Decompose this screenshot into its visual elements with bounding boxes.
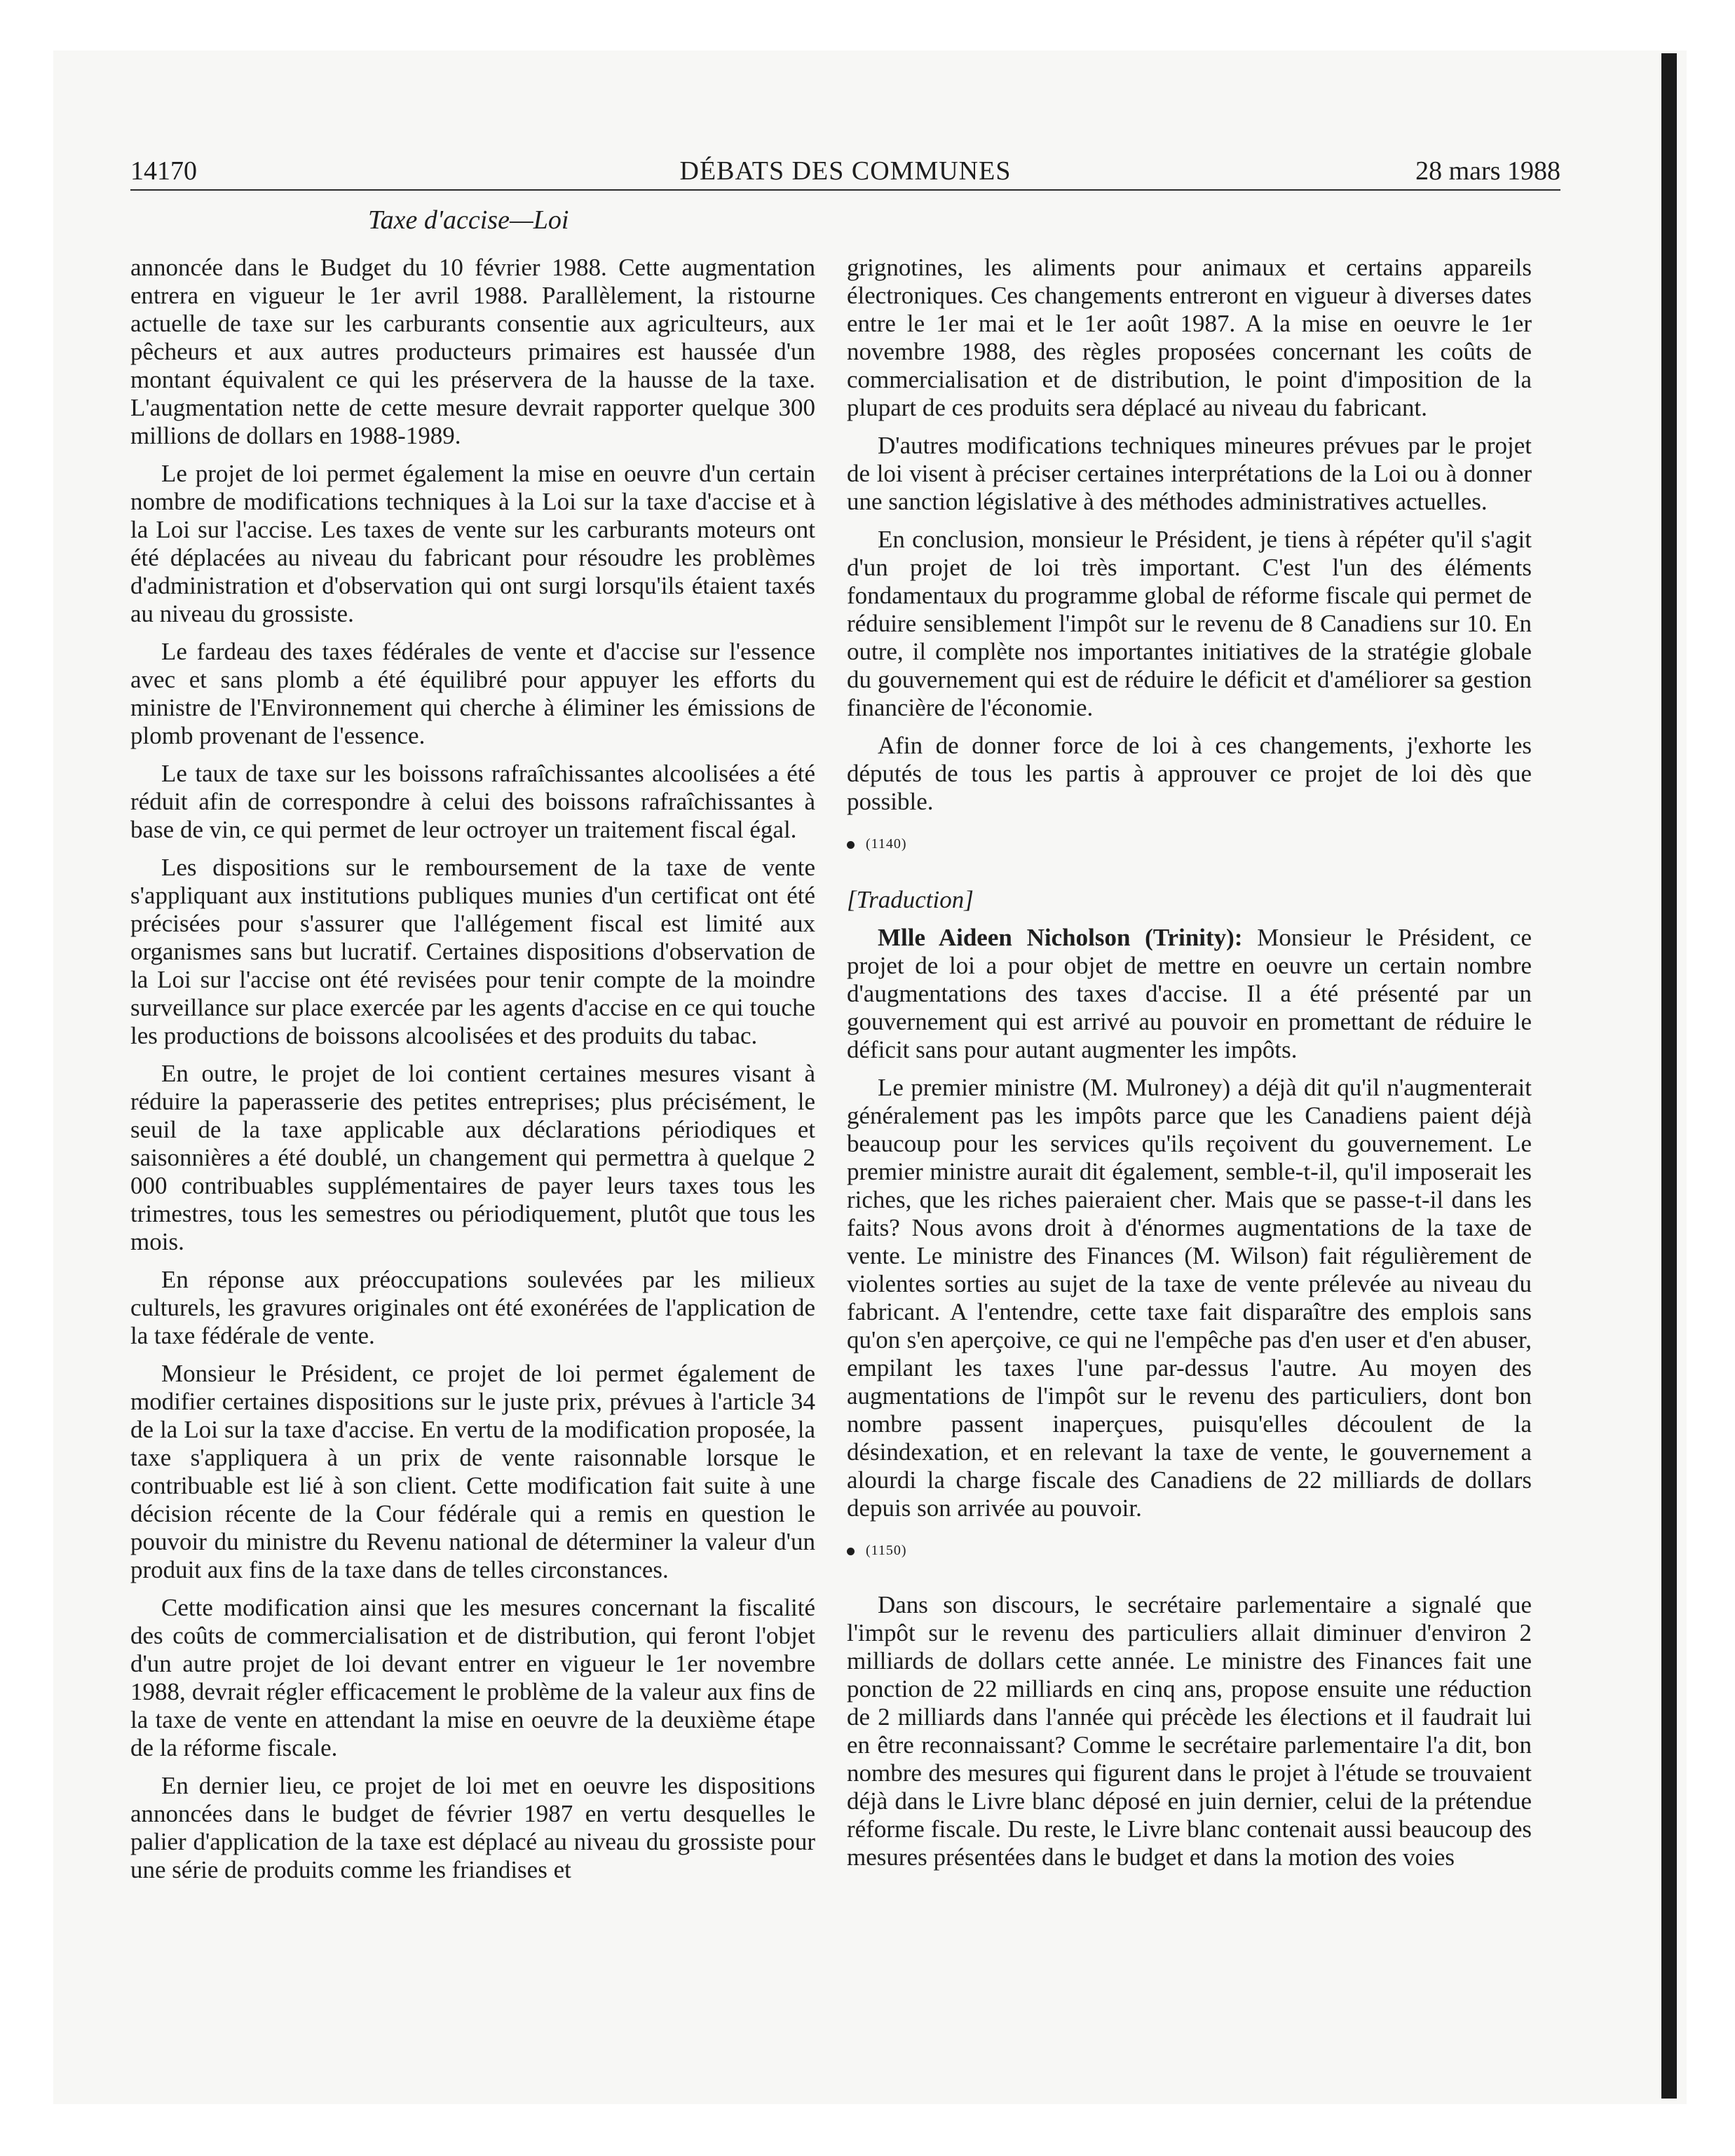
paragraph: Les dispositions sur le remboursement de la taxe de vente s'appliquant aux institutions publiques munies d'un certificat ont été précisées pour s'assurer que l'allégement fiscal est limité aux organismes sans but lucratif. Certaines dispositions d'observation de la Loi sur l'accise ont été revisées pour tenir compte de la moindre surveillance sur place exercée par les agents d'accise en ce qui touche les productions de boissons alcoolisées et des produits du tabac.: [130, 854, 815, 1049]
running-title: Taxe d'accise—Loi: [368, 205, 569, 235]
left-column: [130, 254, 815, 1894]
paragraph: Monsieur le Président, ce projet de loi permet également de modifier certaines dispositions sur le juste prix, prévues à l'article 34 de la Loi sur la taxe d'accise. En vertu de la modification proposée, la taxe s'appliquera à un prix de vente raisonnable lorsque le contribuable est lié à son client. Cette modification fait suite à une décision récente de la Cour fédérale qui a remis en question le pouvoir du ministre du Revenu national de déterminer la valeur d'un produit aux fins de la taxe dans de telles circonstances.: [130, 1360, 815, 1583]
header-rule: [130, 189, 1560, 191]
paragraph: En conclusion, monsieur le Président, je tiens à répéter qu'il s'agit d'un projet de loi très important. C'est l'un des éléments fondamentaux du programme global de réforme fiscale qui permet de réduire sensiblement l'impôt sur le revenu de 8 Canadiens sur 10. En outre, il complète nos importantes initiatives de la stratégie globale du gouvernement qui est de réduire le déficit et d'améliorer sa gestion financière de l'économie.: [847, 526, 1532, 721]
time-marker: [847, 1536, 1532, 1564]
scan-edge-shadow: [1661, 53, 1677, 2099]
right-column: [847, 254, 1532, 1881]
paragraph: annoncée dans le Budget du 10 février 1988. Cette augmentation entrera en vigueur le 1er avril 1988. Parallèlement, la ristourne actuelle de taxe sur les carburants consentie aux agriculteurs, aux pêcheurs et aux autres producteurs primaires est haussée d'un montant équivalent ce qui les préservera de la hausse de la taxe. L'augmentation nette de cette mesure devrait rapporter quelque 300 millions de dollars en 1988-1989.: [130, 254, 815, 449]
time-marker-text: (1150): [866, 1543, 907, 1558]
time-marker: [847, 830, 1532, 858]
speech-text: Monsieur le Président, ce projet de loi a pour objet de mettre en oeuvre un certain nombre d'augmentations des taxes d'accise. Il a été présenté par un gouvernement qui est arrivé au pouvoir en promettant de réduire le déficit sans pour autant augmenter les impôts.: [847, 924, 1532, 1063]
paragraph: grignotines, les aliments pour animaux et certains appareils électroniques. Ces changements entreront en vigueur à diverses dates entre le 1er mai et le 1er août 1987. A la mise en oeuvre le 1er novembre 1988, des règles proposées concernant les coûts de commercialisation et de distribution, le point d'imposition de la plupart de ces produits sera déplacé au niveau du fabricant.: [847, 254, 1532, 421]
page-header: [130, 156, 1560, 192]
paragraph: Cette modification ainsi que les mesures concernant la fiscalité des coûts de commercialisation et de distribution, qui feront l'objet d'un autre projet de loi devant entrer en vigueur le 1er novembre 1988, devrait régler efficacement le problème de la valeur aux fins de la taxe de vente en attendant la mise en oeuvre de la deuxième étape de la réforme fiscale.: [130, 1594, 815, 1761]
paragraph: Afin de donner force de loi à ces changements, j'exhorte les députés de tous les partis à approuver ce projet de loi dès que possible.: [847, 732, 1532, 815]
paragraph: D'autres modifications techniques mineures prévues par le projet de loi visent à préciser certaines interprétations de la Loi ou à donner une sanction législative à des méthodes administratives actuelles.: [847, 432, 1532, 515]
paragraph: Le premier ministre (M. Mulroney) a déjà dit qu'il n'augmenterait généralement pas les impôts parce que les Canadiens paient déjà beaucoup pour les services qu'ils reçoivent du gouvernement. Le premier ministre aurait dit également, semble-t-il, qu'il imposerait les riches, que les riches paieraient cher. Mais que se passe-t-il dans les faits? Nous avons droit à d'énormes augmentations de la taxe de vente. Le ministre des Finances (M. Wilson) fait régulièrement de violentes sorties au sujet de la taxe de vente prélevée au niveau du fabricant. A l'entendre, cette taxe fait disparaître des emplois sans qu'on s'en aperçoive, ce qui ne l'empêche pas d'en user et d'en abuser, empilant les taxes l'une par-dessus l'autre. Au moyen des augmentations de l'impôt sur le revenu des particuliers, dont bon nombre passent inaperçues, puisqu'elles découlent de la désindexation, et en relevant la taxe de vente, le gouvernement a alourdi la charge fiscale des Canadiens de 22 milliards de dollars depuis son arrivée au pouvoir.: [847, 1074, 1532, 1522]
paragraph: En réponse aux préoccupations soulevées par les milieux culturels, les gravures originales ont été exonérées de l'application de la taxe fédérale de vente.: [130, 1266, 815, 1349]
paragraph: Dans son discours, le secrétaire parlementaire a signalé que l'impôt sur le revenu des particuliers allait diminuer d'environ 2 milliards de dollars cette année. Le ministre des Finances fait une ponction de 22 milliards en cinq ans, propose ensuite une réduction de 2 milliards dans l'année qui précède les élections et il faudrait lui en être reconnaissant? Comme le secrétaire parlementaire l'a dit, bon nombre des mesures qui figurent dans le projet à l'étude se trouvaient déjà dans le Livre blanc déposé en juin dernier, celui de la prétendue réforme fiscale. Du reste, le Livre blanc contenait aussi beaucoup des mesures présentées dans le budget et dans la motion des voies: [847, 1591, 1532, 1871]
publication-date: 28 mars 1988: [1415, 156, 1560, 186]
translation-note: [Traduction]: [847, 886, 974, 913]
paragraph: En outre, le projet de loi contient certaines mesures visant à réduire la paperasserie des petites entreprises; plus précisément, le seuil de la taxe applicable aux déclarations périodiques et saisonnières a été doublé, un changement qui permettra à quelque 2 000 contribuables supplémentaires de payer leurs taxes tous les trimestres, tous les semestres ou périodiquement, plutôt que tous les mois.: [130, 1060, 815, 1255]
speaker-paragraph: [847, 924, 1532, 1064]
bullet-icon: [847, 841, 855, 849]
time-marker-text: (1140): [866, 836, 907, 852]
bullet-icon: [847, 1548, 855, 1555]
speaker-name: Mlle Aideen Nicholson (Trinity):: [878, 924, 1243, 951]
page-number: 14170: [130, 156, 197, 186]
paragraph: Le fardeau des taxes fédérales de vente et d'accise sur l'essence avec et sans plomb a été équilibré pour appuyer les efforts du ministre de l'Environnement qui cherche à éliminer les émissions de plomb provenant de l'essence.: [130, 638, 815, 749]
publication-title: DÉBATS DES COMMUNES: [679, 156, 1012, 186]
paragraph: Le projet de loi permet également la mise en oeuvre d'un certain nombre de modifications techniques à la Loi sur la taxe d'accise et à la Loi sur l'accise. Les taxes de vente sur les carburants moteurs ont été déplacées au niveau du fabricant pour résoudre les problèmes d'administration et d'observation qui ont surgi lorsqu'ils étaient taxés au niveau du grossiste.: [130, 460, 815, 627]
paragraph: Le taux de taxe sur les boissons rafraîchissantes alcoolisées a été réduit afin de correspondre à celui des boissons rafraîchissantes à base de vin, ce qui permet de leur octroyer un traitement fiscal égal.: [130, 760, 815, 843]
paragraph: En dernier lieu, ce projet de loi met en oeuvre les dispositions annoncées dans le budget de février 1987 en vertu desquelles le palier d'application de la taxe est déplacé au niveau du grossiste pour une série de produits comme les friandises et: [130, 1772, 815, 1883]
